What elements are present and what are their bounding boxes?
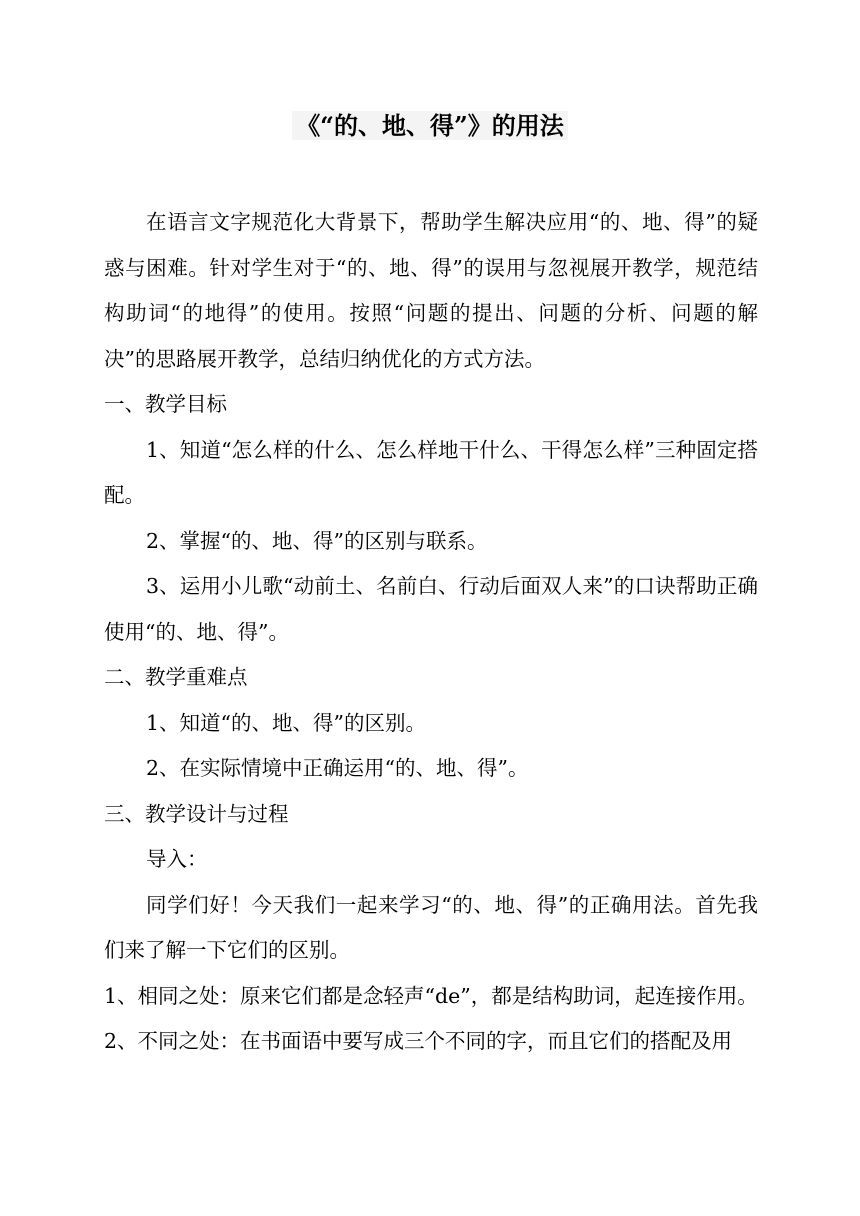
section-heading-teaching-goals: 一、教学目标 [104, 392, 227, 416]
key-point-item-1: 1、知道“的、地、得”的区别。 [146, 710, 427, 735]
intro-paragraph: 在语言文字规范化大背景下，帮助学生解决应用“的、地、得”的疑惑与困难。针对学生对于“的、地、得”的误用与忽视展开教学，规范结构助词“的地得”的使用。按照“问题的提出、问题的分析、问题的解决”的思路展开教学，总结归纳优化的方式方法。 [104, 210, 758, 371]
key-point-item-2: 2、在实际情境中正确运用“的、地、得”。 [146, 756, 529, 780]
goal-item-1: 1、知道“怎么样的什么、怎么样地干什么、干得怎么样”三种固定搭配。 [104, 437, 758, 507]
document-title-text: 《“的、地、得”》的用法 [292, 111, 568, 140]
document-title [0, 108, 860, 144]
goal-item-3: 3、运用小儿歌“动前土、名前白、行动后面双人来”的口诀帮助正确使用“的、地、得”。 [104, 574, 758, 644]
document-body [104, 200, 758, 1065]
difference-paragraph: 2、不同之处：在书面语中要写成三个不同的字，而且它们的搭配及用 [104, 1029, 733, 1053]
section-heading-design-process: 三、教学设计与过程 [104, 801, 289, 826]
similarity-paragraph: 1、相同之处：原来它们都是念轻声“de”，都是结构助词，起连接作用。 [104, 983, 758, 1008]
section-heading-key-points: 二、教学重难点 [104, 665, 248, 689]
intro-text: 同学们好！今天我们一起来学习“的、地、得”的正确用法。首先我们来了解一下它们的区别。 [104, 892, 758, 962]
intro-label: 导入： [146, 847, 208, 871]
goal-item-2: 2、掌握“的、地、得”的区别与联系。 [146, 528, 488, 553]
